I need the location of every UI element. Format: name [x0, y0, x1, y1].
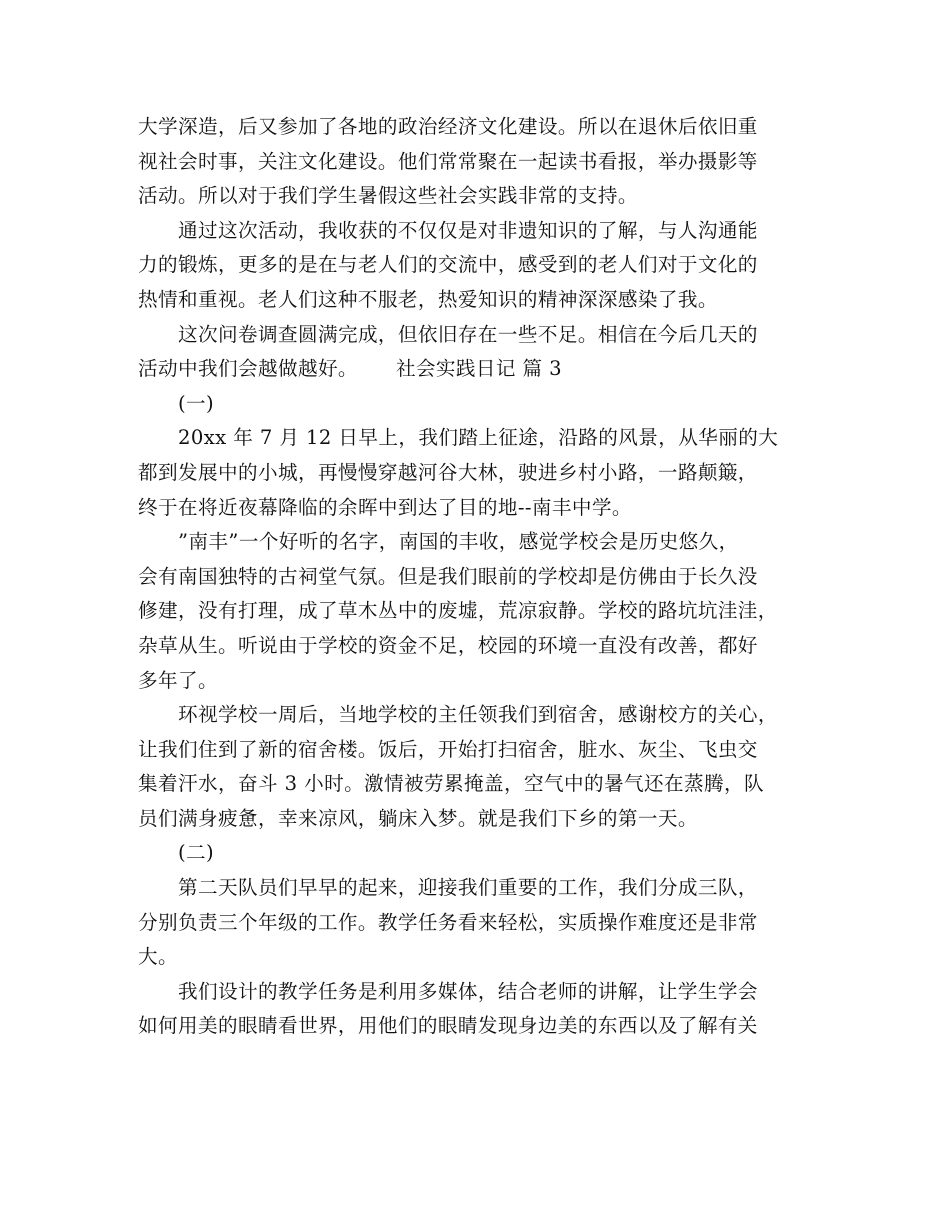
text-line: 终于在将近夜幕降临的余晖中到达了目的地--南丰中学。 — [138, 495, 632, 519]
document-body — [138, 110, 818, 1044]
text-line: 会有南国独特的古祠堂气氛。但是我们眼前的学校却是仿佛由于长久没 — [138, 564, 758, 588]
text-line: 如何用美的眼睛看世界，用他们的眼睛发现身边美的东西以及了解有关 — [138, 1014, 758, 1038]
text-line: 员们满身疲惫，幸来凉风，躺床入梦。就是我们下乡的第一天。 — [138, 806, 698, 830]
text-line: ”南丰”一个好听的名字，南国的丰收，感觉学校会是历史悠久， — [178, 530, 739, 554]
text-line: 20xx 年 7 月 12 日早上，我们踏上征途，沿路的风景，从华丽的大 — [178, 426, 779, 450]
text-line: 让我们住到了新的宿舍楼。饭后，开始打扫宿舍，脏水、灰尘、飞虫交 — [138, 737, 758, 761]
text-line: 活动。所以对于我们学生暑假这些社会实践非常的支持。 — [138, 184, 638, 208]
text-line: 杂草从生。听说由于学校的资金不足，校园的环境一直没有改善，都好 — [138, 633, 758, 657]
text-line: 都到发展中的小城，再慢慢穿越河谷大林，驶进乡村小路，一路颠簸， — [138, 460, 758, 484]
text-line: 环视学校一周后，当地学校的主任领我们到宿舍，感谢校方的关心， — [178, 703, 778, 727]
text-line: 第二天队员们早早的起来，迎接我们重要的工作，我们分成三队， — [178, 876, 758, 900]
text-line: 多年了。 — [138, 668, 218, 692]
text-line: 通过这次活动，我收获的不仅仅是对非遗知识的了解，与人沟通能 — [178, 218, 758, 242]
text-line-with-heading — [138, 352, 818, 387]
text-line: 大。 — [138, 945, 178, 969]
subsection-marker: (一) — [178, 391, 215, 415]
section-heading: 社会实践日记 篇 3 — [395, 357, 563, 381]
text-line: 分别负责三个年级的工作。教学任务看来轻松，实质操作难度还是非常 — [138, 910, 758, 934]
text-line: 力的锻炼，更多的是在与老人们的交流中，感受到的老人们对于文化的 — [138, 253, 758, 277]
text-line: 大学深造，后又参加了各地的政治经济文化建设。所以在退休后依旧重 — [138, 115, 758, 138]
text-line: 这次问卷调查圆满完成，但依旧存在一些不足。相信在今后几天的 — [178, 322, 758, 346]
text-line: 集着汗水，奋斗 3 小时。激情被劳累掩盖，空气中的暑气还在蒸腾，队 — [138, 772, 764, 796]
text-line: 活动中我们会越做越好。 — [138, 357, 358, 381]
text-line: 热情和重视。老人们这种不服老，热爱知识的精神深深感染了我。 — [138, 287, 718, 311]
text-line: 视社会时事，关注文化建设。他们常常聚在一起读书看报，举办摄影等 — [138, 149, 758, 173]
text-line: 修建，没有打理，成了草木丛中的废墟，荒凉寂静。学校的路坑坑洼洼， — [138, 599, 778, 623]
text-line: 我们设计的教学任务是利用多媒体，结合老师的讲解，让学生学会 — [178, 979, 758, 1003]
subsection-marker: (二) — [178, 841, 215, 865]
